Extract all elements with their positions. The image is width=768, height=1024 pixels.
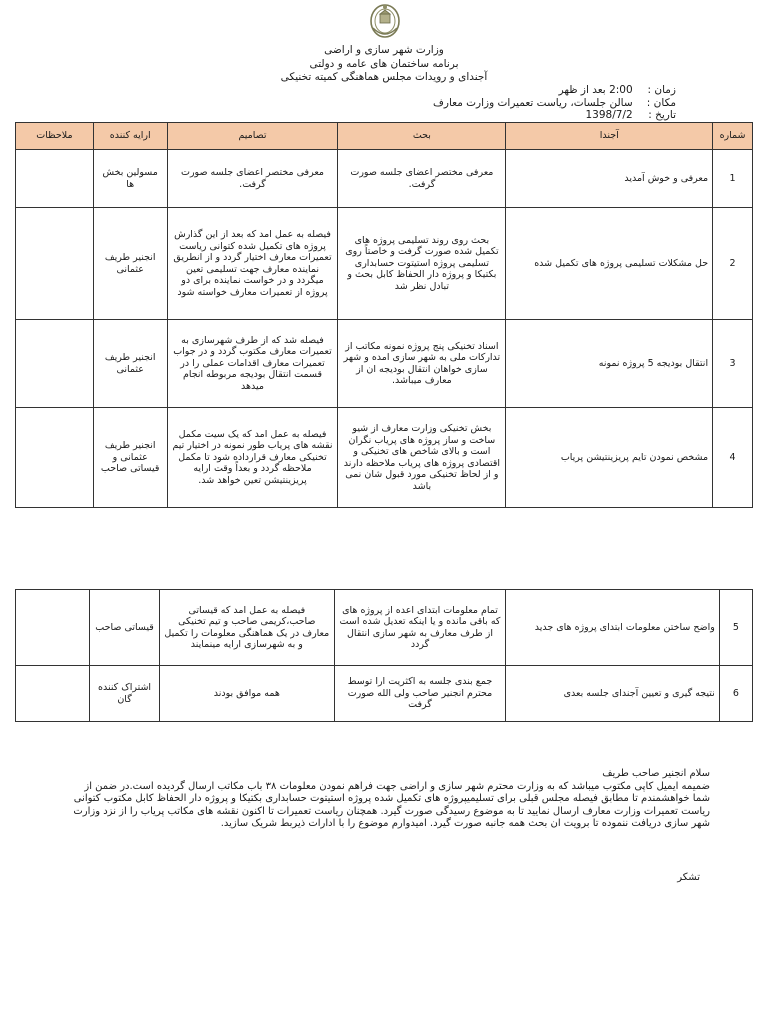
ministry-name: وزارت شهر سازی و اراضی bbox=[324, 44, 444, 56]
row-agenda: واضح ساختن معلومات ابتدای پروژه های جدید bbox=[506, 590, 720, 666]
email-letter bbox=[70, 768, 710, 831]
row-discussion: بخش تخنیکی وزارت معارف از شیو ساخت و ساز پروژه های پریاب نگران است و بالای شاخص های تخنیکی و اقتصادی پروژه های پریاب ملاحظه دارند و از لحاظ تخنیکی مورد قبول شان نمی باشد bbox=[338, 408, 506, 508]
row-discussion: جمع بندی جلسه به اکثریت ارا توسط محترم انجنیر صاحب ولی الله صورت گرفت bbox=[334, 666, 506, 722]
agenda-table-page2 bbox=[15, 589, 753, 722]
letter-thanks: تشکر bbox=[677, 872, 700, 883]
row-agenda: معرفی و خوش آمدید bbox=[506, 150, 713, 208]
row-notes bbox=[16, 320, 94, 408]
row-provider: انجنیر طریف عثمانی bbox=[93, 320, 167, 408]
row-agenda: نتیجه گیری و تعیین آجندای جلسه بعدی bbox=[506, 666, 720, 722]
table-row bbox=[16, 590, 753, 666]
program-name: برنامه ساختمان های عامه و دولتی bbox=[309, 57, 459, 70]
row-decision: فیصله شد که از طرف شهرسازی به تعمیرات معارف مکتوب گردد و در جواب تعمیرات معارف اقدامات عملی را در قسمت انتقال بودیجه مربوطه انجام میدهد bbox=[167, 320, 338, 408]
meeting-time bbox=[256, 84, 676, 97]
row-discussion: معرفی مختصر اعضای جلسه صورت گرفت. bbox=[338, 150, 506, 208]
header-decision: تصامیم bbox=[167, 123, 338, 150]
row-notes bbox=[16, 408, 94, 508]
header-notes: ملاحظات bbox=[16, 123, 94, 150]
row-provider: مسولین بخش ها bbox=[93, 150, 167, 208]
national-emblem-icon bbox=[368, 2, 402, 42]
letter-salutation: سلام انجنیر صاحب طریف bbox=[602, 768, 710, 779]
agenda-title: آجندای و رویدات مجلس هماهنگی کمیته تخنیکی bbox=[280, 71, 488, 83]
date-label: تاریخ : bbox=[648, 109, 676, 121]
header-provider: ارایه کننده bbox=[93, 123, 167, 150]
row-discussion: تمام معلومات ابتدای اعده از پروژه های که باقی مانده و یا اینکه تعدیل شده است از طرف معارف به شهر سازی انتقال گردد bbox=[334, 590, 506, 666]
time-value: 2:00 bbox=[609, 84, 633, 96]
header-agenda: آجندا bbox=[506, 123, 713, 150]
row-provider: انجنیر طریف عثمانی و قیساتی صاحب bbox=[93, 408, 167, 508]
letter-body: ضمیمه ایمیل کاپی مکتوب میباشد که به وزارت محترم شهر سازی و اراضی جهت فراهم نمودن معلومات ۳۸ باب مکاتب ارسال گردیده است.در ضمن از شما خواهشمندم تا مطابق فیصله مجلس قبلی برای تسلیمیپروژه های تکمیل شده پروژه استیتوت حسابداری بکتیکا و پروژه دار الحفاظ کابل مکتوب کتوانی ریاست تعمیرات وزارت معارف ارسال نمایید تا به موضوع رسیدگی صورت گیرد. همچنان ریاست تعمیرات تا اکنون نقشه های مکاتب پریاب را از نزد وزارت شهر سازی دریافت ننموده تا برویت ان بحث همه جانبه صورت گیرد. امیدوارم موضوع را با ادارات ذیربط شریک سازید. bbox=[73, 780, 710, 829]
row-notes bbox=[16, 590, 90, 666]
row-agenda: حل مشکلات تسلیمی پروژه های تکمیل شده bbox=[506, 208, 713, 320]
meeting-meta bbox=[256, 84, 676, 122]
table-row bbox=[16, 320, 753, 408]
date-value: 1398/7/2 bbox=[585, 109, 633, 121]
row-decision: معرفی مختصر اعضای جلسه صورت گرفت. bbox=[167, 150, 338, 208]
row-provider: اشتراک کننده گان bbox=[90, 666, 160, 722]
row-notes bbox=[16, 150, 94, 208]
table-row bbox=[16, 666, 753, 722]
header-discussion: بحث bbox=[338, 123, 506, 150]
row-discussion: اسناد تخنیکی پنج پروژه نمونه مکاتب از تدارکات ملی به شهر سازی امده و شهر سازی خواهان انتقال بودیجه ان از معارف میباشد. bbox=[338, 320, 506, 408]
meeting-place bbox=[256, 97, 676, 110]
row-decision: فیصله به عمل امد که قیساتی صاحب،کریمی صاحب و تیم تخنیکی معارف در یک هماهنگی معلومات را تکمیل و به شهرسازی ارایه مینمایند bbox=[159, 590, 334, 666]
place-value: سالن جلسات، ریاست تعمیرات وزارت معارف bbox=[432, 96, 633, 109]
row-agenda: مشخص نمودن تایم پریزینتیشن پریاب bbox=[506, 408, 713, 508]
place-label: مکان : bbox=[646, 96, 676, 109]
document-header bbox=[140, 44, 628, 85]
row-num: 1 bbox=[713, 150, 753, 208]
row-notes bbox=[16, 208, 94, 320]
row-num: 6 bbox=[719, 666, 752, 722]
row-notes bbox=[16, 666, 90, 722]
row-discussion: بحث روی روند تسلیمی پروژه های تکمیل شده صورت گرفت و خاصتاً روی تسلیمی پروژه استیتوت حسابداری بکتیکا و پروژه دار الحفاظ کابل بحث و تبادل نظر شد bbox=[338, 208, 506, 320]
table-row bbox=[16, 208, 753, 320]
table-row bbox=[16, 150, 753, 208]
row-provider: انجنیر طریف عثمانی bbox=[93, 208, 167, 320]
row-decision: همه موافق بودند bbox=[159, 666, 334, 722]
table-row bbox=[16, 408, 753, 508]
header-num: شماره bbox=[713, 123, 753, 150]
time-suffix: بعد از ظهر bbox=[558, 84, 606, 96]
row-provider: قیساتی صاحب bbox=[90, 590, 160, 666]
row-num: 5 bbox=[719, 590, 752, 666]
row-decision: فیصله به عمل امد که یک سیت مکمل نقشه های پریاب طور نمونه در اختیار تیم تخنیکی معارف قرارداده شود تا مکمل ملاحظه گردد و بعداً وقت ارایه پریزینتیشن تعین خواهد شد. bbox=[167, 408, 338, 508]
row-num: 4 bbox=[713, 408, 753, 508]
time-label: زمان : bbox=[647, 84, 676, 96]
table-header-row bbox=[16, 123, 753, 150]
row-num: 3 bbox=[713, 320, 753, 408]
row-num: 2 bbox=[713, 208, 753, 320]
agenda-table-page1 bbox=[15, 122, 753, 508]
meeting-date bbox=[256, 109, 676, 122]
row-agenda: انتقال بودیجه 5 پروژه نمونه bbox=[506, 320, 713, 408]
row-decision: فیصله به عمل امد که بعد از این گذارش پروژه های تکمیل شده کتوانی ریاست تعمیرات معارف اختیار گردد و از انطریق نماینده معارف جهت تسلیمی تعین میگردد و در خواست نماینده برای دو پروژه از تعمیرات معارف خواسته شود bbox=[167, 208, 338, 320]
